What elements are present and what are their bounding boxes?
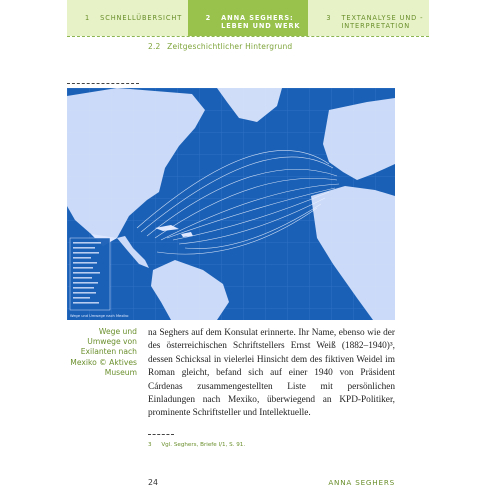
map-graphic (67, 88, 395, 320)
nav-divider (67, 36, 429, 37)
tab-number: 2 (205, 14, 212, 22)
chapter-navigation (67, 0, 429, 36)
footnote (148, 442, 245, 448)
figure-caption: Wege und Umwege von Exilanten nach Mexiko © Aktives Museum (70, 327, 137, 377)
footnote-divider (148, 434, 174, 435)
body-paragraph: na Seghers auf dem Konsulat erinnerte. Ihr Name, ebenso wie der des österreichischen Schriftstellers Ernst Weiß (1882–1940)³, dessen Schicksal in vielerlei Hinsicht dem des fiktiven Weidel im Roman gleicht, befand sich auf einer 1940 von Präsident Cárdenas zusammengestellten Liste mit persönlichen Einladungen nach Mexiko, überwiegend an KPD-Politiker, prominente Schriftsteller und Intellektuelle. (148, 328, 395, 419)
tab-label: ANNA SEGHERS: LEBEN UND WERK (221, 14, 301, 30)
map-legend-title: Wege und Umwege nach Mexiko (70, 314, 129, 318)
section-number: 2.2 (148, 42, 161, 51)
tab-textanalyse[interactable] (308, 0, 429, 36)
tab-label: TEXTANALYSE UND -INTERPRETATION (341, 14, 424, 30)
margin-divider (67, 83, 139, 84)
footnote-number: 3 (148, 442, 152, 448)
tab-number: 3 (326, 14, 332, 22)
tab-label: SCHNELLÜBERSICHT (100, 14, 183, 22)
section-subtitle (148, 42, 292, 51)
tab-leben-und-werk[interactable] (188, 0, 309, 36)
tab-number: 1 (85, 14, 91, 22)
running-head: ANNA SEGHERS (328, 478, 395, 487)
footnote-text: Vgl. Seghers, Briefe I/1, S. 91. (161, 442, 246, 448)
page-number: 24 (148, 478, 158, 487)
section-title: Zeitgeschichtlicher Hintergrund (167, 42, 293, 51)
exile-routes-map (67, 88, 395, 320)
tab-schnelluebersicht[interactable] (67, 0, 188, 36)
